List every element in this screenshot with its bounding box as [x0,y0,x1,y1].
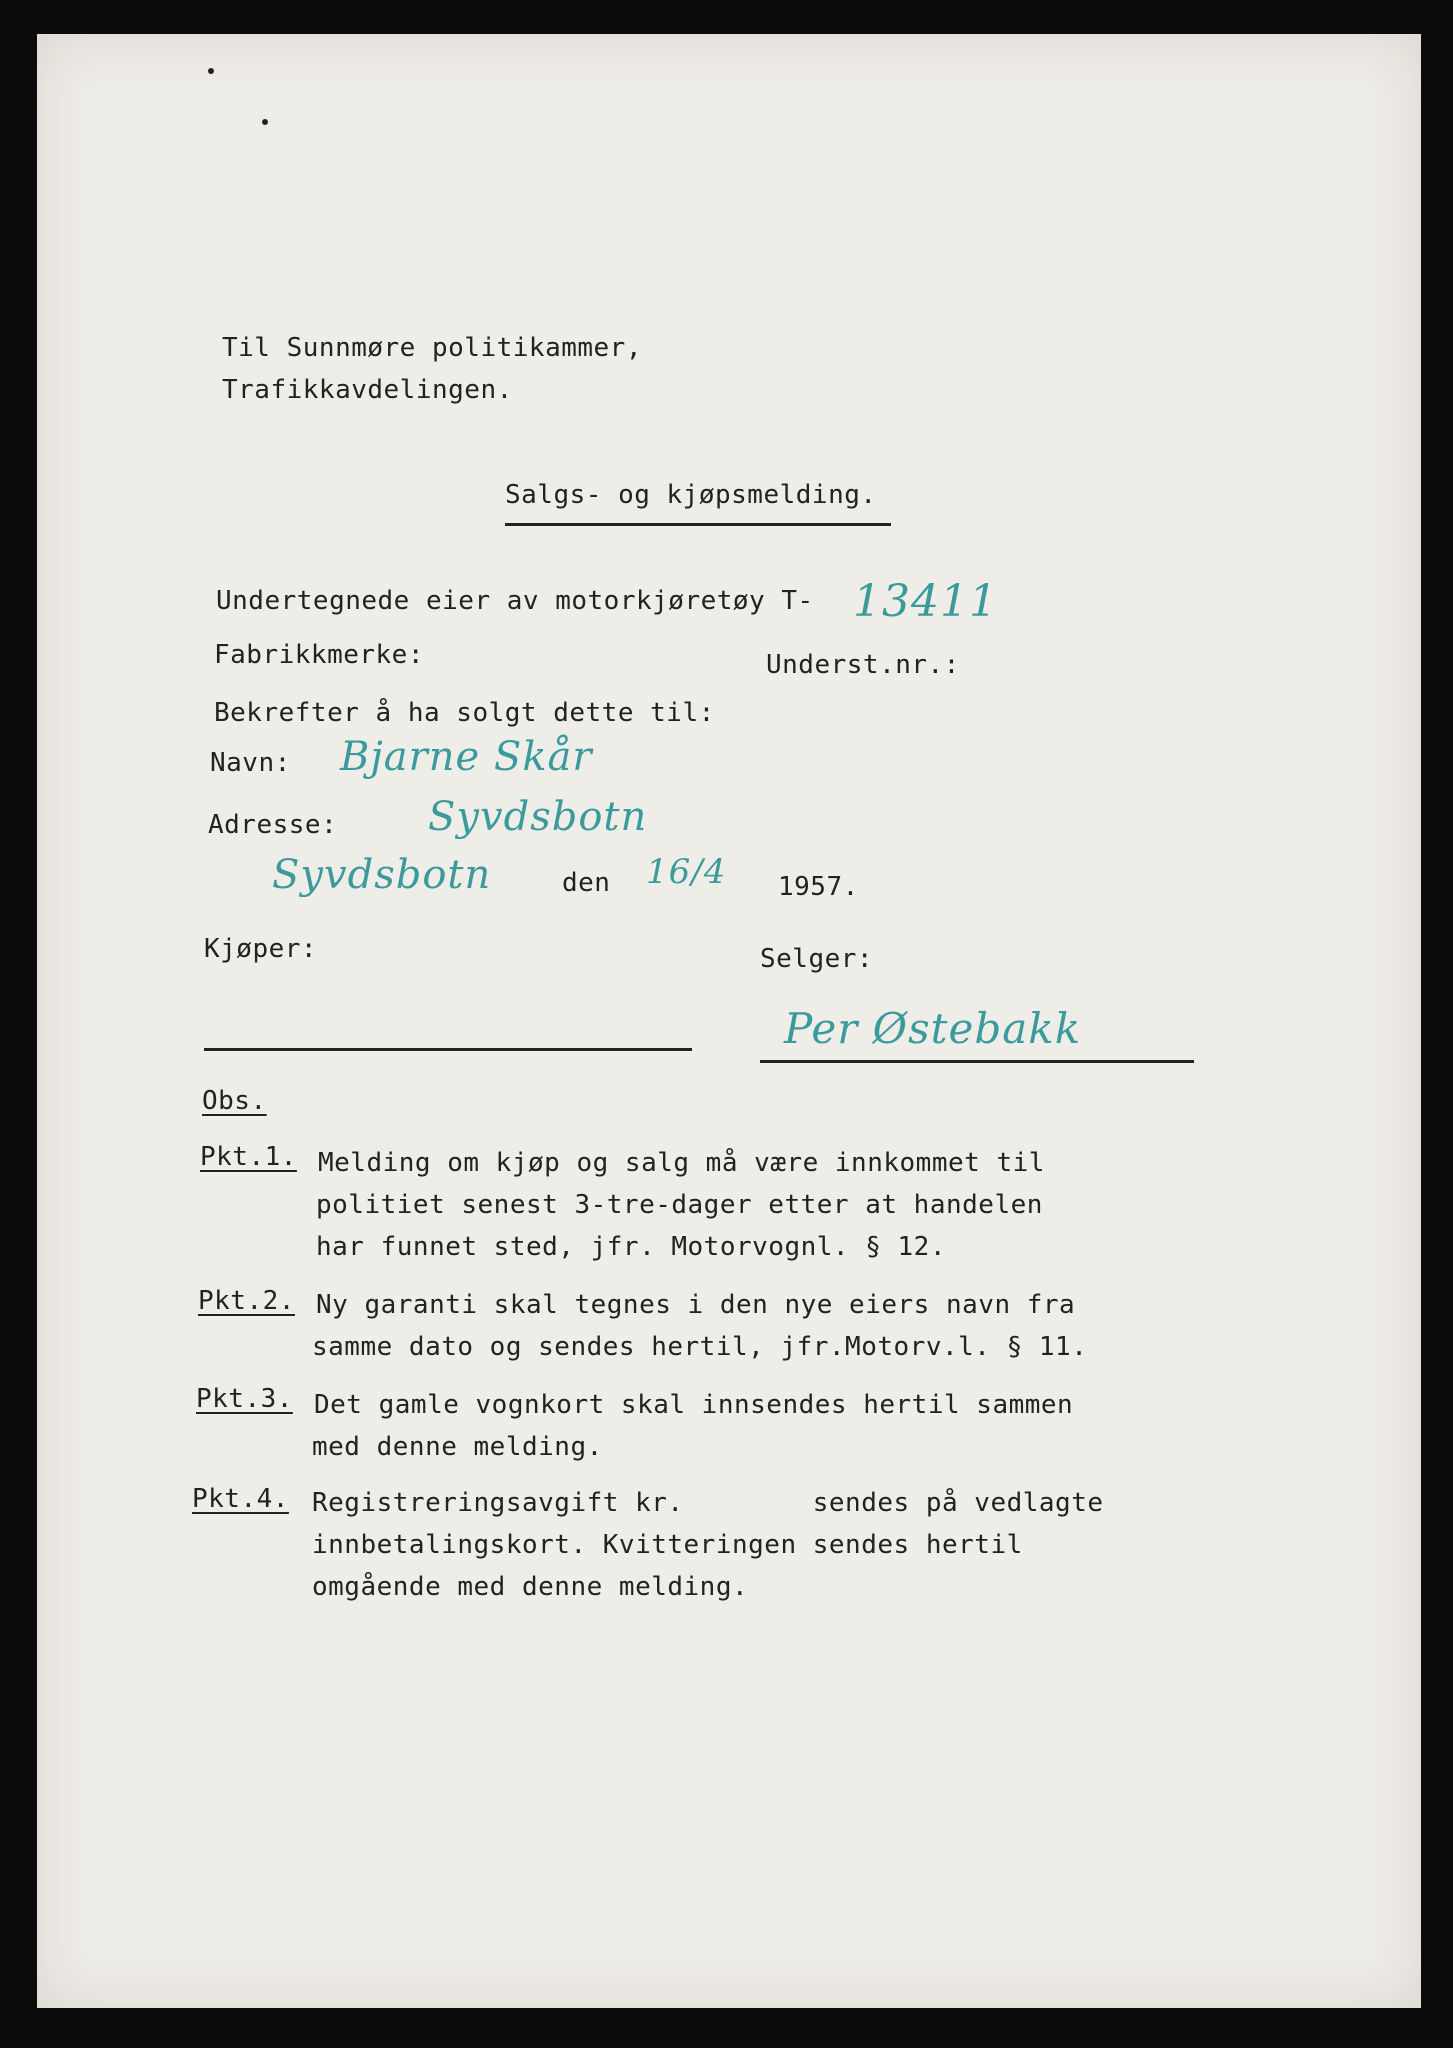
note-label: Pkt.3. [196,1384,293,1414]
note-text: innbetalingskort. Kvitteringen sendes hertil [312,1530,1023,1560]
buyer-name: Bjarne Skår [340,734,593,780]
department-line: Trafikkavdelingen. [222,375,513,405]
name-label: Navn: [210,748,291,778]
note-text: omgående med denne melding. [312,1572,749,1602]
notes-heading: Obs. [202,1086,267,1116]
note-text: politiet senest 3-tre-dager etter at handelen [316,1190,1043,1220]
buyer-address: Syvdsbotn [428,794,648,840]
ink-speck [262,119,268,125]
make-label: Fabrikkmerke: [214,640,424,670]
owner-label: Undertegnede eier av motorkjøretøy T- [216,586,814,616]
title-underline [505,523,891,526]
date-value: 16/4 [646,852,727,892]
note-text: Registreringsavgift kr. sendes på vedlagte [312,1488,1104,1518]
address-label: Adresse: [208,810,338,840]
buyer-label: Kjøper: [204,934,318,964]
note-text: Ny garanti skal tegnes i den nye eiers navn fra [316,1290,1076,1320]
note-text: samme dato og sendes hertil, jfr.Motorv.l. § 11. [312,1332,1088,1362]
note-text: har funnet sted, jfr. Motorvognl. § 12. [316,1232,946,1262]
place-of-signing: Syvdsbotn [272,852,492,898]
note-label: Pkt.1. [200,1142,297,1172]
note-label: Pkt.4. [192,1484,289,1514]
date-label: den [562,868,611,898]
confirm-label: Bekrefter å ha solgt dette til: [214,698,715,728]
note-text: med denne melding. [312,1432,603,1462]
note-label: Pkt.2. [198,1286,295,1316]
seller-signature-line [760,1060,1194,1063]
chassis-label: Underst.nr.: [766,650,960,680]
year: 1957. [778,872,859,902]
buyer-signature-line [204,1048,692,1051]
ink-speck [208,68,214,74]
recipient-line: Til Sunnmøre politikammer, [222,333,642,363]
document-page [37,34,1421,2008]
seller-signature: Per Østebakk [784,1004,1082,1053]
seller-label: Selger: [760,944,874,974]
note-text: Det gamle vognkort skal innsendes hertil sammen [314,1390,1074,1420]
document-title: Salgs- og kjøpsmelding. [505,480,877,510]
note-text: Melding om kjøp og salg må være innkommet til [318,1148,1045,1178]
registration-number: 13411 [853,576,998,627]
